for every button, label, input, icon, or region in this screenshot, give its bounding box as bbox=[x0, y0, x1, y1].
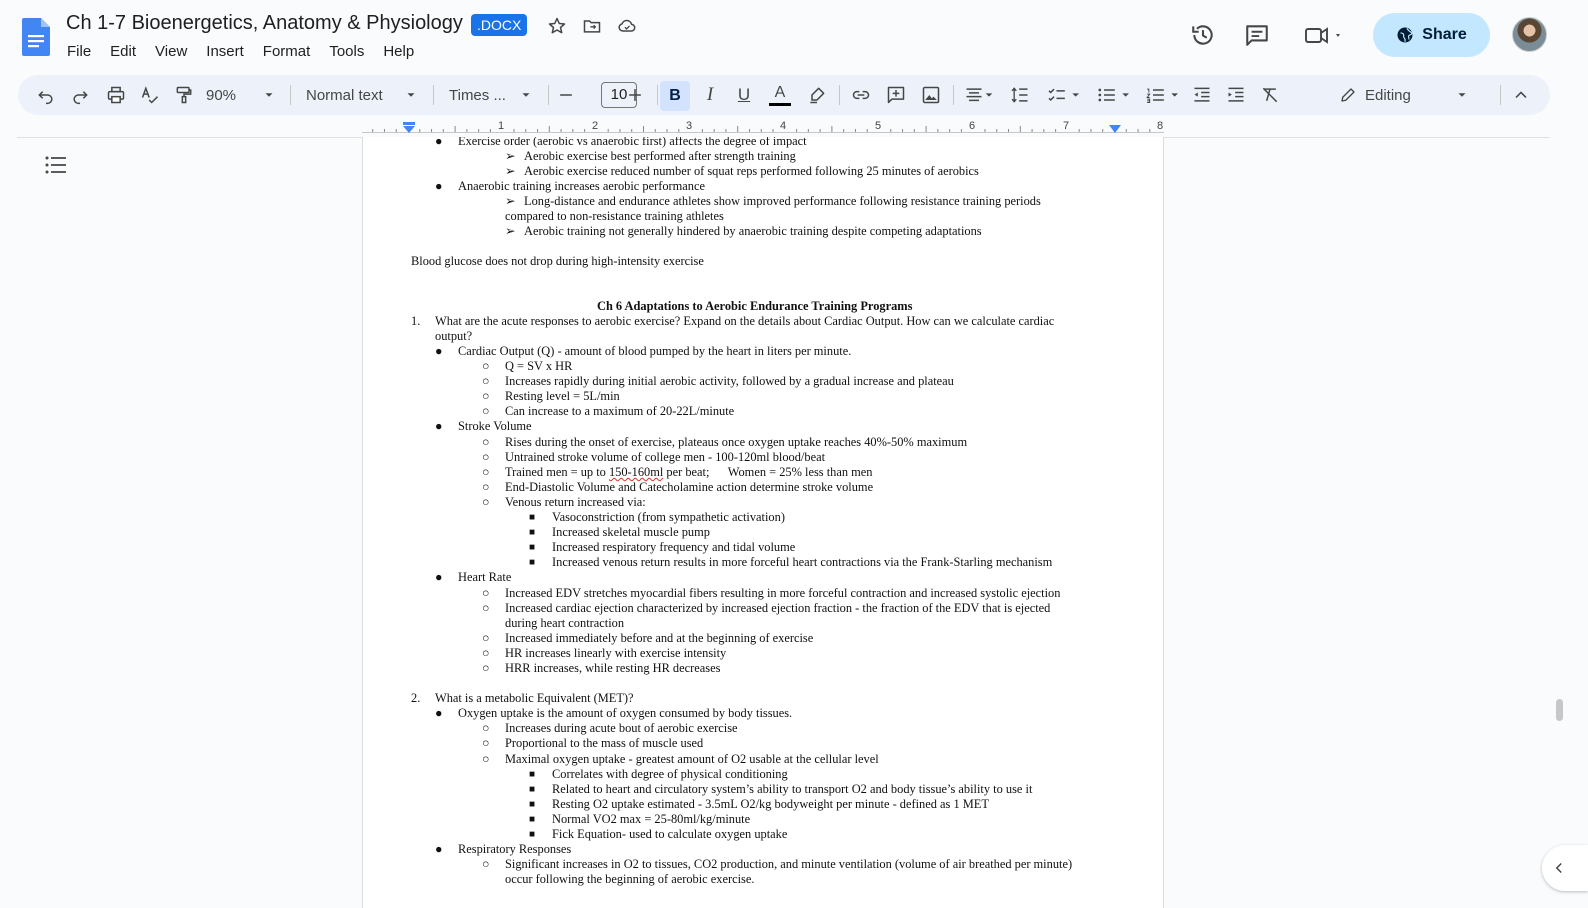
list-item: Correlates with degree of physical conditioning bbox=[552, 767, 788, 781]
toolbar-divider bbox=[839, 85, 840, 105]
menu-file[interactable]: File bbox=[67, 43, 92, 60]
list-item: Maximal oxygen uptake - greatest amount of O2 usable at the cellular level bbox=[505, 752, 879, 766]
circle-bullet: ○ bbox=[482, 374, 490, 388]
bullet: ● bbox=[435, 137, 443, 148]
question-number: 2. bbox=[411, 691, 421, 705]
ruler-number: 4 bbox=[780, 120, 787, 132]
circle-bullet: ○ bbox=[482, 721, 490, 735]
arrow-bullet: ➢ bbox=[505, 224, 516, 238]
increase-indent-button[interactable] bbox=[1224, 83, 1248, 107]
section-heading: Ch 6 Adaptations to Aerobic Endurance Training Programs bbox=[597, 299, 913, 313]
print-icon bbox=[106, 85, 126, 105]
text-run: per beat; Women = 25% less than men bbox=[663, 465, 873, 479]
menu-help[interactable]: Help bbox=[383, 43, 415, 60]
document-page[interactable] bbox=[362, 137, 1164, 908]
bullet: ● bbox=[435, 706, 443, 720]
menu-bar bbox=[67, 43, 433, 60]
zoom-select[interactable] bbox=[206, 83, 276, 107]
text-run: Trained men = up to bbox=[505, 465, 609, 479]
increase-indent-icon bbox=[1226, 85, 1246, 105]
ruler-number: 5 bbox=[875, 120, 882, 132]
ruler-number: 8 bbox=[1157, 120, 1164, 132]
toolbar-divider bbox=[657, 85, 658, 105]
menu-tools[interactable]: Tools bbox=[329, 43, 365, 60]
bullet: ● bbox=[435, 179, 443, 193]
pencil-icon bbox=[1339, 85, 1357, 105]
globe-icon bbox=[1396, 26, 1414, 44]
right-indent-marker[interactable] bbox=[1108, 125, 1122, 135]
text-color-button[interactable] bbox=[767, 83, 793, 107]
plus-icon bbox=[625, 85, 645, 105]
share-button[interactable] bbox=[1373, 13, 1490, 57]
list-item: Increased respiratory frequency and tidal volume bbox=[552, 540, 796, 554]
account-avatar[interactable] bbox=[1512, 17, 1547, 52]
editing-mode-select[interactable] bbox=[1339, 83, 1469, 107]
square-bullet: ■ bbox=[529, 557, 536, 568]
list-item-continuation: during heart contraction bbox=[505, 616, 625, 630]
document-outline-icon[interactable] bbox=[45, 155, 67, 175]
circle-bullet: ○ bbox=[482, 857, 490, 871]
toolbar-divider bbox=[953, 85, 954, 105]
ruler-number: 6 bbox=[969, 120, 976, 132]
paint-format-icon bbox=[174, 85, 194, 105]
formatting-toolbar bbox=[18, 75, 1550, 115]
list-item: HRR increases, while resting HR decreases bbox=[505, 661, 721, 675]
arrow-bullet: ➢ bbox=[505, 149, 516, 163]
list-item: Oxygen uptake is the amount of oxygen consumed by body tissues. bbox=[458, 706, 793, 720]
comments-icon[interactable] bbox=[1244, 22, 1270, 48]
list-item: Resting level = 5L/min bbox=[505, 389, 620, 403]
circle-bullet: ○ bbox=[482, 389, 490, 403]
horizontal-ruler[interactable] bbox=[362, 119, 1164, 137]
numbered-list-button[interactable] bbox=[1142, 83, 1184, 107]
chevron-up-icon bbox=[1511, 85, 1531, 105]
add-comment-icon bbox=[886, 85, 906, 105]
undo-icon bbox=[36, 85, 56, 105]
move-folder-icon[interactable] bbox=[582, 16, 602, 36]
square-bullet: ■ bbox=[529, 527, 536, 538]
list-item: Increased immediately before and at the beginning of exercise bbox=[505, 631, 814, 645]
square-bullet: ■ bbox=[529, 814, 536, 825]
square-bullet: ■ bbox=[529, 829, 536, 840]
list-item-continuation: compared to non-resistance training athletes bbox=[505, 209, 724, 223]
list-item: Aerobic exercise reduced number of squat reps performed following 25 minutes of aerobics bbox=[524, 164, 979, 178]
ruler-number: 1 bbox=[498, 120, 505, 132]
left-indent-marker[interactable] bbox=[402, 122, 416, 136]
zoom-value: 90% bbox=[206, 86, 237, 104]
vertical-scrollbar-thumb[interactable] bbox=[1556, 699, 1563, 721]
paragraph-style-value: Normal text bbox=[306, 86, 383, 104]
share-label: Share bbox=[1422, 26, 1467, 43]
circle-bullet: ○ bbox=[482, 586, 490, 600]
square-bullet: ■ bbox=[529, 769, 536, 780]
arrow-bullet: ➢ bbox=[505, 164, 516, 178]
list-item: Respiratory Responses bbox=[458, 842, 572, 856]
misspelled-word[interactable]: 150-160ml bbox=[608, 465, 664, 479]
highlighter-icon bbox=[807, 85, 827, 105]
align-button[interactable] bbox=[961, 83, 997, 107]
circle-bullet: ○ bbox=[482, 480, 490, 494]
link-icon bbox=[851, 85, 871, 105]
line-spacing-icon bbox=[1010, 85, 1030, 105]
chevron-down-icon bbox=[1455, 85, 1469, 105]
circle-bullet: ○ bbox=[482, 359, 490, 373]
list-item: Resting O2 uptake estimated - 3.5mL O2/kg bodyweight per minute - defined as 1 MET bbox=[552, 797, 989, 811]
list-item: End-Diastolic Volume and Catecholamine action determine stroke volume bbox=[505, 480, 874, 494]
bullet: ● bbox=[435, 344, 443, 358]
list-item: Cardiac Output (Q) - amount of blood pumped by the heart in liters per minute. bbox=[458, 344, 852, 358]
meet-video-icon[interactable] bbox=[1303, 22, 1343, 48]
paragraph: Blood glucose does not drop during high-intensity exercise bbox=[411, 254, 704, 268]
undo-button[interactable] bbox=[34, 83, 58, 107]
menu-view[interactable]: View bbox=[155, 43, 188, 60]
list-item: Vasoconstriction (from sympathetic activation) bbox=[552, 510, 785, 524]
print-button[interactable] bbox=[104, 83, 128, 107]
list-item: Q = SV x HR bbox=[505, 359, 573, 373]
decrease-indent-button[interactable] bbox=[1190, 83, 1214, 107]
decrease-font-size-button[interactable] bbox=[556, 83, 576, 107]
ruler-number: 2 bbox=[592, 120, 599, 132]
circle-bullet: ○ bbox=[482, 465, 490, 479]
arrow-bullet: ➢ bbox=[505, 194, 516, 208]
circle-bullet: ○ bbox=[482, 450, 490, 464]
version-history-icon[interactable] bbox=[1190, 22, 1216, 48]
hide-menus-button[interactable] bbox=[1509, 83, 1533, 107]
list-item: Increases during acute bout of aerobic exercise bbox=[505, 721, 738, 735]
increase-font-size-button[interactable] bbox=[625, 83, 645, 107]
add-comment-button[interactable] bbox=[884, 83, 908, 107]
menu-insert[interactable]: Insert bbox=[206, 43, 244, 60]
list-item: Related to heart and circulatory system’s ability to transport O2 and body tissue’s ability to use it bbox=[552, 782, 1033, 796]
bold-button[interactable]: B bbox=[660, 81, 690, 111]
ruler-ticks bbox=[362, 119, 1164, 137]
list-item: Normal VO2 max = 25-80ml/kg/minute bbox=[552, 812, 751, 826]
chevron-down-icon bbox=[262, 85, 276, 105]
image-icon bbox=[921, 85, 941, 105]
top-bar bbox=[0, 0, 1588, 72]
list-item-continuation: occur following the beginning of aerobic exercise. bbox=[505, 872, 755, 886]
list-item: Long-distance and endurance athletes show improved performance following resistance training periods bbox=[524, 194, 1041, 208]
insert-link-button[interactable] bbox=[849, 83, 873, 107]
list-item: Aerobic training not generally hindered by anaerobic training despite competing adaptations bbox=[524, 224, 982, 238]
circle-bullet: ○ bbox=[482, 646, 490, 660]
circle-bullet: ○ bbox=[482, 601, 490, 615]
paragraph-style-select[interactable] bbox=[306, 83, 418, 107]
clear-formatting-icon bbox=[1260, 85, 1280, 105]
circle-bullet: ○ bbox=[482, 736, 490, 750]
list-item: Can increase to a maximum of 20-22L/minute bbox=[505, 404, 735, 418]
bulleted-list-button[interactable] bbox=[1093, 83, 1135, 107]
side-panel-toggle[interactable] bbox=[1542, 845, 1588, 891]
insert-image-button[interactable] bbox=[919, 83, 943, 107]
list-item bbox=[505, 465, 872, 480]
ruler-number: 3 bbox=[686, 120, 693, 132]
list-item: Increases rapidly during initial aerobic activity, followed by a gradual increase and plateau bbox=[505, 374, 954, 388]
star-icon[interactable] bbox=[547, 16, 567, 36]
menu-edit[interactable]: Edit bbox=[110, 43, 137, 60]
circle-bullet: ○ bbox=[482, 661, 490, 675]
bullet: ● bbox=[435, 842, 443, 856]
cloud-status-icon[interactable] bbox=[617, 16, 637, 36]
toolbar-divider bbox=[433, 85, 434, 105]
list-item: Exercise order (aerobic vs anaerobic first) affects the degree of impact bbox=[458, 137, 807, 148]
list-item: Heart Rate bbox=[458, 570, 512, 584]
text-color-swatch bbox=[769, 103, 791, 106]
bullet: ● bbox=[435, 419, 443, 433]
list-item: Significant increases in O2 to tissues, CO2 production, and minute ventilation (volume of air breathed per minute) bbox=[505, 857, 1073, 871]
document-title[interactable]: Ch 1-7 Bioenergetics, Anatomy & Physiology bbox=[66, 12, 463, 34]
list-item: Increased EDV stretches myocardial fibers resulting in more forceful contraction and increased systolic ejection bbox=[505, 586, 1061, 600]
list-item: HR increases linearly with exercise intensity bbox=[505, 646, 727, 660]
font-family-select[interactable] bbox=[449, 83, 533, 107]
docs-logo-icon[interactable] bbox=[22, 18, 50, 56]
circle-bullet: ○ bbox=[482, 404, 490, 418]
underline-button[interactable]: U bbox=[737, 85, 751, 104]
toolbar-divider bbox=[548, 85, 549, 105]
list-item: Increased venous return results in more forceful heart contractions via the Frank-Starling mechanism bbox=[552, 555, 1053, 569]
font-family-value: Times ... bbox=[449, 86, 506, 104]
question-text: What is a metabolic Equivalent (MET)? bbox=[435, 691, 634, 705]
align-center-icon bbox=[961, 85, 997, 105]
toolbar-divider bbox=[1500, 85, 1501, 105]
numbered-list-icon bbox=[1142, 85, 1184, 105]
chevron-down-icon bbox=[404, 85, 418, 105]
redo-icon bbox=[70, 85, 90, 105]
question-text: What are the acute responses to aerobic exercise? Expand on the details about Cardiac Output. How can we calculate cardiac bbox=[435, 314, 1055, 328]
list-item: Stroke Volume bbox=[458, 419, 532, 433]
highlight-button[interactable] bbox=[805, 83, 829, 107]
bullet: ● bbox=[435, 570, 443, 584]
list-item: Increased skeletal muscle pump bbox=[552, 525, 710, 539]
circle-bullet: ○ bbox=[482, 752, 490, 766]
spellcheck-icon bbox=[140, 85, 160, 105]
spellcheck-button[interactable] bbox=[138, 83, 162, 107]
checklist-button[interactable] bbox=[1043, 83, 1085, 107]
bulleted-list-icon bbox=[1093, 85, 1135, 105]
circle-bullet: ○ bbox=[482, 495, 490, 509]
paint-format-button[interactable] bbox=[172, 83, 196, 107]
circle-bullet: ○ bbox=[482, 435, 490, 449]
list-item: Rises during the onset of exercise, plateaus once oxygen uptake reaches 40%-50% maximum bbox=[505, 435, 968, 449]
list-item: Increased cardiac ejection characterized by increased ejection fraction - the fraction of the EDV that is ejected bbox=[505, 601, 1051, 615]
list-item: Proportional to the mass of muscle used bbox=[505, 736, 704, 750]
square-bullet: ■ bbox=[529, 799, 536, 810]
list-item: Fick Equation- used to calculate oxygen uptake bbox=[552, 827, 788, 841]
toolbar-divider bbox=[290, 85, 291, 105]
italic-button[interactable]: I bbox=[706, 84, 714, 105]
line-spacing-button[interactable] bbox=[1008, 83, 1032, 107]
question-number: 1. bbox=[411, 314, 421, 328]
chevron-left-icon bbox=[1550, 859, 1568, 877]
clear-formatting-button[interactable] bbox=[1258, 83, 1282, 107]
circle-bullet: ○ bbox=[482, 631, 490, 645]
square-bullet: ■ bbox=[529, 784, 536, 795]
minus-icon bbox=[556, 85, 576, 105]
square-bullet: ■ bbox=[529, 542, 536, 553]
editing-mode-label: Editing bbox=[1365, 86, 1411, 104]
list-item: Aerobic exercise best performed after strength training bbox=[524, 149, 796, 163]
ruler-number: 7 bbox=[1063, 120, 1070, 132]
list-item: Untrained stroke volume of college men - 100-120ml blood/beat bbox=[505, 450, 826, 464]
question-continuation: output? bbox=[435, 329, 473, 343]
decrease-indent-icon bbox=[1192, 85, 1212, 105]
chevron-down-icon bbox=[519, 85, 533, 105]
text-color-label: A bbox=[774, 83, 786, 101]
docx-badge: .DOCX bbox=[471, 14, 527, 36]
checklist-icon bbox=[1043, 85, 1085, 105]
font-size-input[interactable]: 10 bbox=[601, 82, 637, 108]
square-bullet: ■ bbox=[529, 512, 536, 523]
redo-button[interactable] bbox=[68, 83, 92, 107]
list-item: Anaerobic training increases aerobic performance bbox=[458, 179, 705, 193]
menu-format[interactable]: Format bbox=[262, 43, 311, 60]
list-item: Venous return increased via: bbox=[505, 495, 646, 509]
